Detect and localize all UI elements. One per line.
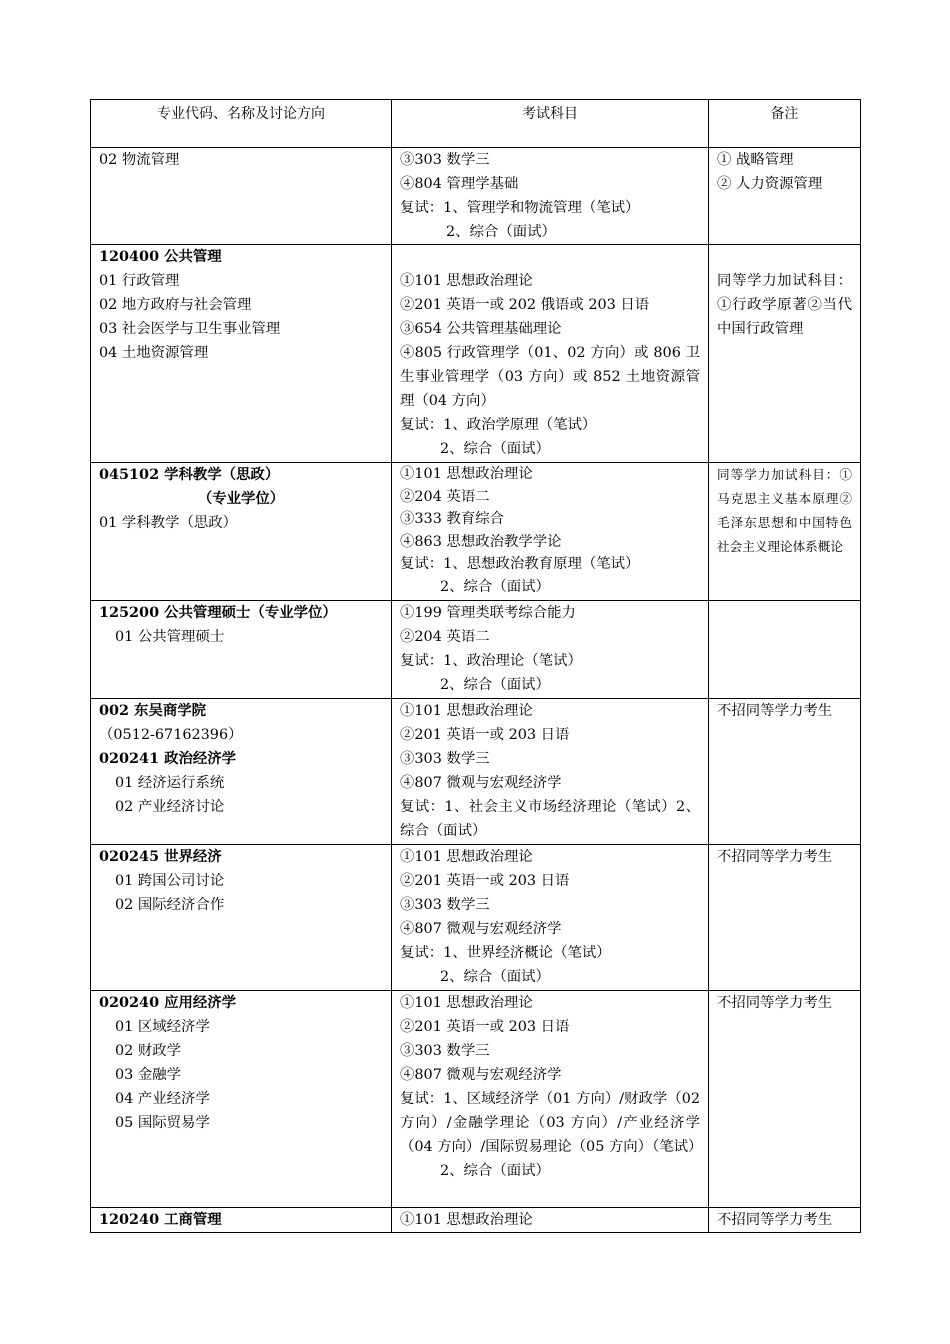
cell-line: 002 东吴商学院 (99, 702, 207, 719)
cell-line: 同等学力加试科目：①马克思主义基本原理②毛泽东思想和中国特色社会主义理论体系概论 (717, 467, 852, 554)
exam-subjects-cell (392, 845, 709, 991)
remarks-cell (709, 245, 861, 463)
cell-line: 02 产业经济讨论 (115, 799, 225, 815)
table-row (91, 463, 861, 601)
exam-subjects-cell (392, 148, 709, 245)
cell-line: 045102 学科教学（思政） (99, 466, 280, 483)
exam-subjects-cell (392, 245, 709, 463)
cell-line: 复试：1、区域经济学（01 方向）/财政学（02 方向）/金融学理论（03 方向）/产业经济学（04 方向）/国际贸易理论（05 方向）（笔试） (400, 1091, 703, 1155)
cell-line: 04 土地资源管理 (99, 345, 209, 361)
cell-line: ②201 英语一或 203 日语 (400, 1019, 570, 1035)
table-row (91, 148, 861, 245)
cell-line: 120400 公共管理 (99, 248, 222, 265)
cell-line: 2、综合（面试） (440, 441, 550, 457)
cell-line: ②201 英语一或 203 日语 (400, 873, 570, 889)
blank-line (400, 245, 700, 269)
cell-line: 复试：1、管理学和物流管理（笔试） (400, 200, 640, 216)
cell-line: （专业学位） (197, 490, 285, 507)
cell-line: 01 公共管理硕士 (115, 629, 225, 645)
cell-line: 同等学力加试科目：①行政学原著②当代中国行政管理 (717, 273, 852, 337)
cell-line: 02 物流管理 (99, 152, 180, 168)
cell-line: ①101 思想政治理论 (400, 849, 533, 865)
cell-line: ①101 思想政治理论 (400, 703, 533, 719)
exam-subjects-cell (392, 699, 709, 845)
table-row (91, 601, 861, 699)
cell-line: 03 金融学 (115, 1067, 182, 1083)
cell-line: ①101 思想政治理论 (400, 466, 533, 482)
remarks-cell (709, 148, 861, 245)
cell-line: 02 国际经济合作 (115, 897, 225, 913)
cell-line: ④807 微观与宏观经济学 (400, 921, 562, 937)
cell-line: 复试：1、世界经济概论（笔试） (400, 945, 611, 961)
remarks-cell (709, 601, 861, 699)
major-cell (91, 845, 392, 991)
major-cell (91, 463, 392, 601)
cell-line: 不招同等学力考生 (717, 849, 833, 865)
cell-line: 01 学科教学（思政） (99, 515, 238, 531)
cell-line: 复试：1、政治理论（笔试） (400, 653, 582, 669)
remarks-cell (709, 991, 861, 1208)
cell-line: ④807 微观与宏观经济学 (400, 1067, 562, 1083)
cell-line: 01 区域经济学 (115, 1019, 210, 1035)
exam-subjects-cell (392, 463, 709, 601)
major-cell (91, 601, 392, 699)
cell-line: 不招同等学力考生 (717, 1212, 833, 1228)
cell-line: 复试：1、思想政治教育原理（笔试） (400, 556, 640, 573)
major-cell (91, 148, 392, 245)
cell-line: 020240 应用经济学 (99, 994, 237, 1011)
header-row (91, 100, 861, 148)
remarks-cell (709, 1208, 861, 1233)
header-exam-subjects: 考试科目 (392, 100, 709, 148)
exam-subjects-cell (392, 601, 709, 699)
cell-line: 不招同等学力考生 (717, 995, 833, 1011)
table-row (91, 991, 861, 1208)
remarks-cell (709, 699, 861, 845)
cell-line: ③303 数学三 (400, 152, 490, 168)
cell-line: 复试：1、社会主义市场经济理论（笔试）2、综合（面试） (400, 799, 700, 839)
cell-line: 03 社会医学与卫生事业管理 (99, 321, 281, 337)
cell-line: （0512-67162396） (99, 727, 243, 743)
cell-line: 2、综合（面试） (446, 224, 556, 240)
remarks-cell (709, 463, 861, 601)
cell-line: ④863 思想政治教学学论 (400, 533, 562, 550)
cell-line: ④805 行政管理学（01、02 方向）或 806 卫生事业管理学（03 方向）或 852 土地资源管理（04 方向） (400, 345, 700, 409)
cell-line: ①101 思想政治理论 (400, 995, 533, 1011)
cell-line: ④807 微观与宏观经济学 (400, 775, 562, 791)
cell-line: ③303 数学三 (400, 897, 490, 913)
table-row (91, 245, 861, 463)
cell-line: 2、综合（面试） (440, 677, 550, 693)
cell-line: 125200 公共管理硕士（专业学位） (99, 604, 337, 621)
cell-line: ②201 英语一或 203 日语 (400, 727, 570, 743)
cell-line: ①101 思想政治理论 (400, 1212, 533, 1228)
cell-line: ③333 教育综合 (400, 511, 504, 528)
cell-line: 020245 世界经济 (99, 848, 222, 865)
cell-line: 01 行政管理 (99, 273, 180, 289)
cell-line: 不招同等学力考生 (717, 703, 833, 719)
cell-line: 02 财政学 (115, 1043, 182, 1059)
cell-line: ④804 管理学基础 (400, 176, 519, 192)
table-row (91, 699, 861, 845)
cell-line: 2、综合（面试） (440, 969, 550, 985)
cell-line: 120240 工商管理 (99, 1211, 222, 1228)
major-cell (91, 1208, 392, 1233)
cell-line: ③654 公共管理基础理论 (400, 321, 562, 337)
remarks-cell (709, 845, 861, 991)
cell-line: 01 经济运行系统 (115, 775, 225, 791)
cell-line: ③303 数学三 (400, 1043, 490, 1059)
cell-line: ②201 英语一或 202 俄语或 203 日语 (400, 297, 650, 313)
cell-line: ②204 英语二 (400, 629, 490, 645)
cell-line: 05 国际贸易学 (115, 1115, 210, 1131)
cell-line: 02 地方政府与社会管理 (99, 297, 252, 313)
cell-line: 复试：1、政治学原理（笔试） (400, 417, 597, 433)
table-row (91, 1208, 861, 1233)
cell-line: 020241 政治经济学 (99, 750, 237, 767)
major-cell (91, 699, 392, 845)
blank-line (717, 245, 852, 269)
exam-subjects-cell (392, 1208, 709, 1233)
cell-line: 2、综合（面试） (440, 578, 550, 595)
table-row (91, 845, 861, 991)
cell-line: ②204 英语二 (400, 488, 490, 505)
header-remarks: 备注 (709, 100, 861, 148)
major-cell (91, 245, 392, 463)
cell-line: ① 战略管理 (717, 152, 794, 168)
enrollment-table (90, 99, 861, 1233)
cell-line: ③303 数学三 (400, 751, 490, 767)
cell-line: ①199 管理类联考综合能力 (400, 605, 576, 621)
major-cell (91, 991, 392, 1208)
cell-line: ①101 思想政治理论 (400, 273, 533, 289)
cell-line: 04 产业经济学 (115, 1091, 210, 1107)
header-major: 专业代码、名称及讨论方向 (91, 100, 392, 148)
cell-line: ② 人力资源管理 (717, 176, 823, 192)
cell-line: 01 跨国公司讨论 (115, 873, 225, 889)
table-body (91, 148, 861, 1233)
exam-subjects-cell (392, 991, 709, 1208)
cell-line: 2、综合（面试） (440, 1163, 550, 1179)
